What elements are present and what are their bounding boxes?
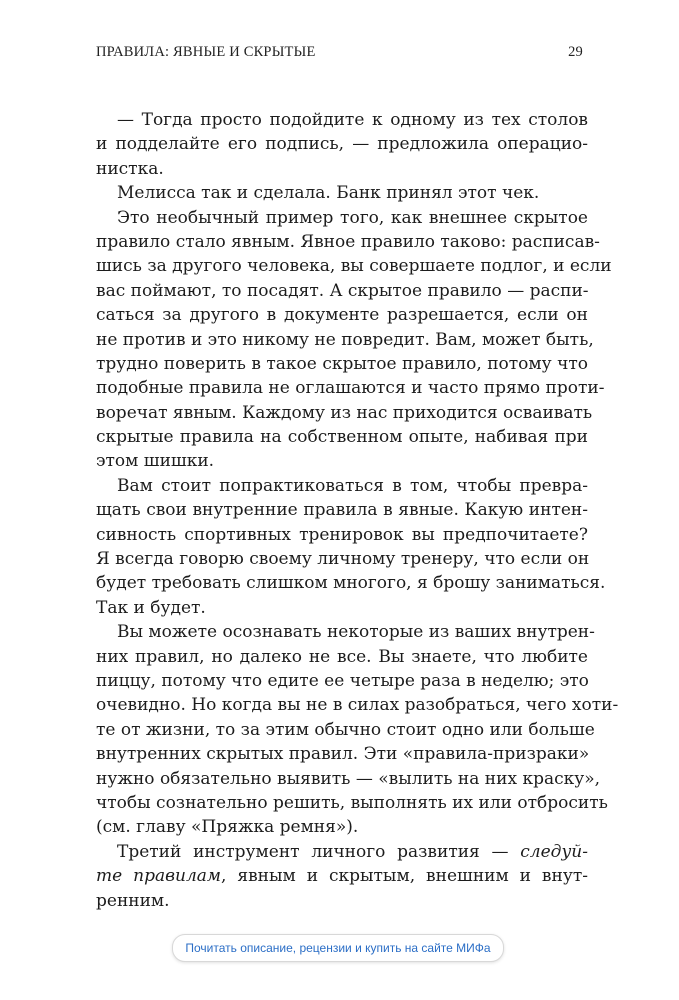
text-line bbox=[96, 840, 588, 864]
text-line: не против и это никому не повредит. Вам, может быть, bbox=[96, 329, 594, 350]
text-line: нистка. bbox=[96, 158, 164, 179]
text-line: них правил, но далеко не все. Вы знаете, что любите bbox=[96, 646, 588, 667]
text-line: пиццу, потому что едите ее четыре раза в неделю; это bbox=[96, 670, 589, 691]
page-number: 29 bbox=[568, 44, 583, 60]
text-line: Мелисса так и сделала. Банк принял этот чек. bbox=[117, 183, 540, 204]
text-line: правило стало явным. Явное правило таково: расписав- bbox=[96, 231, 600, 252]
text-line: будет требовать слишком многого, я брошу заниматься. bbox=[96, 573, 606, 594]
running-header bbox=[96, 44, 583, 61]
text-line: Это необычный пример того, как внешнее скрытое bbox=[117, 207, 588, 228]
text-line: воречат явным. Каждому из нас приходится осваивать bbox=[96, 402, 593, 423]
text-line: (см. главу «Пряжка ремня»). bbox=[96, 817, 359, 838]
text-line: очевидно. Но когда вы не в силах разобраться, чего хоти- bbox=[96, 695, 619, 716]
text-line: те от жизни, то за этим обычно стоит одно или больше bbox=[96, 719, 595, 740]
body-text bbox=[96, 108, 619, 913]
text-line: Так и будет. bbox=[96, 597, 206, 618]
text-line: и подделайте его подпись, — предложила операцио- bbox=[96, 134, 588, 155]
text-line: шись за другого человека, вы совершаете подлог, и если bbox=[96, 256, 612, 277]
text-line: этом шишки. bbox=[96, 451, 215, 472]
italic-fragment: те правилам bbox=[96, 866, 221, 887]
text-line bbox=[96, 864, 588, 888]
text-line: вас поймают, то посадят. А скрытое правило — распи- bbox=[96, 280, 589, 301]
text-line: Вам стоит попрактиковаться в том, чтобы превра- bbox=[117, 475, 588, 496]
text-line: подобные правила не оглашаются и часто прямо проти- bbox=[96, 378, 605, 399]
text-line: щать свои внутренние правила в явные. Какую интен- bbox=[96, 500, 588, 521]
text-fragment: , явным и скрытым, внешним и внут- bbox=[221, 866, 588, 887]
chapter-title: ПРАВИЛА: ЯВНЫЕ И СКРЫТЫЕ bbox=[96, 44, 316, 60]
text-line: Вы можете осознавать некоторые из ваших внутрен- bbox=[117, 622, 595, 643]
text-line: скрытые правила на собственном опыте, набивая при bbox=[96, 427, 588, 448]
text-line: ренним. bbox=[96, 890, 170, 911]
text-line: сивность спортивных тренировок вы предпочитаете? bbox=[96, 524, 588, 545]
text-line: — Тогда просто подойдите к одному из тех столов bbox=[117, 110, 588, 130]
text-line: Я всегда говорю своему личному тренеру, что если он bbox=[96, 549, 590, 570]
text-line: нужно обязательно выявить — «вылить на них краску», bbox=[96, 768, 601, 789]
italic-fragment: следуй- bbox=[520, 841, 588, 862]
text-line: саться за другого в документе разрешается, если он bbox=[96, 305, 588, 326]
text-fragment: Третий инструмент личного развития — bbox=[117, 841, 521, 862]
buy-on-mif-link-label: Почитать описание, рецензии и купить на сайте МИФа bbox=[185, 941, 491, 955]
buy-on-mif-link[interactable] bbox=[172, 934, 504, 962]
text-line: трудно поверить в такое скрытое правило, потому что bbox=[96, 353, 588, 374]
text-line: внутренних скрытых правил. Эти «правила-призраки» bbox=[96, 744, 590, 765]
text-line: чтобы сознательно решить, выполнять их или отбросить bbox=[96, 792, 608, 813]
